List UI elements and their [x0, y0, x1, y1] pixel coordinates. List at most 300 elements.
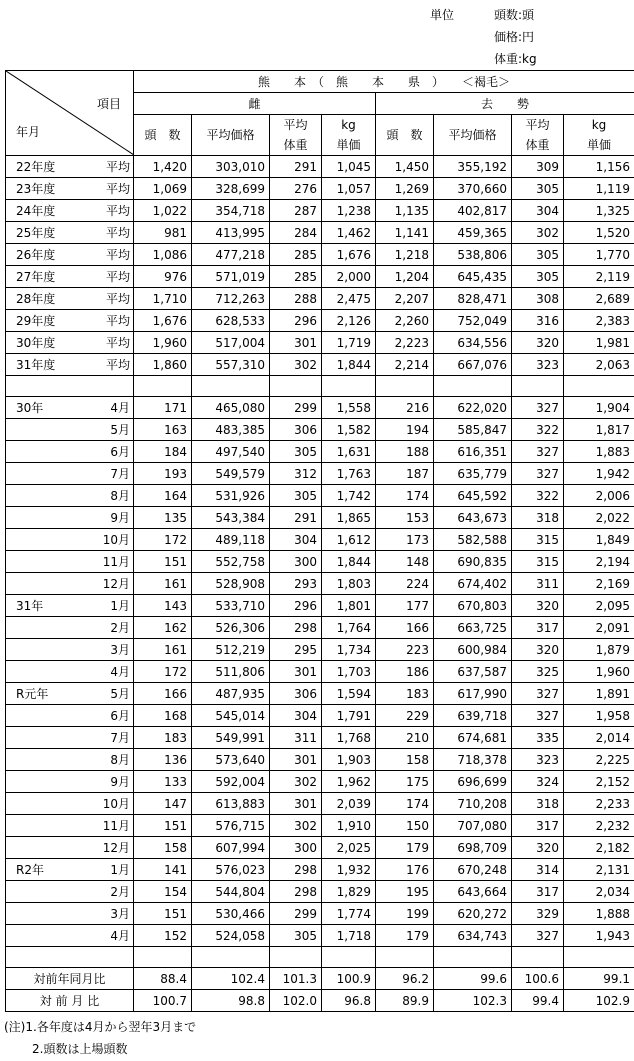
value-cell: 639,718	[434, 705, 512, 727]
value-cell: 168	[134, 705, 192, 727]
value-cell: 306	[270, 419, 322, 441]
value-cell: 1,932	[322, 859, 376, 881]
value-cell: 643,673	[434, 507, 512, 529]
period-cell	[6, 771, 134, 793]
table-row	[6, 419, 634, 441]
value-cell: 531,926	[192, 485, 270, 507]
period-cell	[6, 925, 134, 947]
period-month: 4月	[110, 401, 130, 415]
period-cell	[6, 793, 134, 815]
value-cell: 195	[376, 881, 434, 903]
value-cell: 199	[376, 903, 434, 925]
value-cell: 304	[270, 705, 322, 727]
value-cell: 300	[270, 551, 322, 573]
value-cell: 2,207	[376, 288, 434, 310]
value-cell: 698,709	[434, 837, 512, 859]
value-cell: 2,152	[564, 771, 634, 793]
value-cell: 1,141	[376, 222, 434, 244]
value-cell: 524,058	[192, 925, 270, 947]
value-cell: 305	[270, 925, 322, 947]
value-cell: 1,910	[322, 815, 376, 837]
value-cell: 2,214	[376, 354, 434, 376]
table-row	[6, 441, 634, 463]
table-row	[6, 705, 634, 727]
value-cell: 318	[512, 507, 564, 529]
column-header: 平均価格	[192, 115, 270, 156]
period-year: 26年度	[16, 248, 56, 262]
value-cell: 164	[134, 485, 192, 507]
period-cell	[6, 903, 134, 925]
value-cell: 302	[270, 815, 322, 837]
period-cell	[6, 595, 134, 617]
period-cell	[6, 859, 134, 881]
value-cell: 511,806	[192, 661, 270, 683]
period-cell	[6, 332, 134, 354]
period-year: 30年	[16, 401, 44, 415]
value-cell: 752,049	[434, 310, 512, 332]
table-row	[6, 617, 634, 639]
value-cell: 329	[512, 903, 564, 925]
units-legend	[430, 4, 630, 70]
empty-cell	[322, 376, 376, 397]
value-cell: 210	[376, 727, 434, 749]
value-cell: 1,791	[322, 705, 376, 727]
period-month: 平均	[105, 182, 130, 196]
period-month: 9月	[110, 775, 130, 789]
period-month: 8月	[110, 753, 130, 767]
value-cell: 318	[512, 793, 564, 815]
value-cell: 311	[512, 573, 564, 595]
value-cell: 317	[512, 881, 564, 903]
ratio-value: 99.6	[434, 968, 512, 990]
value-cell: 544,804	[192, 881, 270, 903]
unit-row	[430, 48, 630, 70]
ratio-value: 100.9	[322, 968, 376, 990]
value-cell: 1,883	[564, 441, 634, 463]
value-cell: 552,758	[192, 551, 270, 573]
table-row	[6, 595, 634, 617]
value-cell: 1,891	[564, 683, 634, 705]
value-cell: 304	[270, 529, 322, 551]
value-cell: 617,990	[434, 683, 512, 705]
value-cell: 311	[270, 727, 322, 749]
value-cell: 1,135	[376, 200, 434, 222]
period-cell	[6, 573, 134, 595]
notes	[4, 1016, 196, 1060]
value-cell: 1,582	[322, 419, 376, 441]
value-cell: 1,612	[322, 529, 376, 551]
unit-row	[430, 26, 630, 48]
table-row	[6, 288, 634, 310]
ratio-value: 100.7	[134, 990, 192, 1012]
period-cell	[6, 617, 134, 639]
period-cell	[6, 815, 134, 837]
value-cell: 355,192	[434, 156, 512, 178]
value-cell: 1,450	[376, 156, 434, 178]
empty-cell	[134, 947, 192, 968]
ratio-row	[6, 990, 634, 1012]
value-cell: 2,126	[322, 310, 376, 332]
value-cell: 304	[512, 200, 564, 222]
value-cell: 1,325	[564, 200, 634, 222]
value-cell: 712,263	[192, 288, 270, 310]
value-cell: 224	[376, 573, 434, 595]
value-cell: 1,943	[564, 925, 634, 947]
value-cell: 549,579	[192, 463, 270, 485]
empty-cell	[6, 376, 134, 397]
table-row	[6, 507, 634, 529]
note-1: (注)1.各年度は4月から翌年3月まで	[4, 1020, 197, 1034]
value-cell: 327	[512, 705, 564, 727]
ratio-value: 102.0	[270, 990, 322, 1012]
period-cell	[6, 551, 134, 573]
period-year: 27年度	[16, 270, 56, 284]
value-cell: 1,958	[564, 705, 634, 727]
value-cell: 354,718	[192, 200, 270, 222]
value-cell: 1,520	[564, 222, 634, 244]
value-cell: 285	[270, 266, 322, 288]
empty-cell	[192, 947, 270, 968]
value-cell: 517,004	[192, 332, 270, 354]
period-cell	[6, 200, 134, 222]
value-cell: 276	[270, 178, 322, 200]
value-cell: 1,817	[564, 419, 634, 441]
value-cell: 2,194	[564, 551, 634, 573]
value-cell: 477,218	[192, 244, 270, 266]
value-cell: 136	[134, 749, 192, 771]
value-cell: 153	[376, 507, 434, 529]
ratio-label: 対 前 月 比	[6, 990, 134, 1012]
value-cell: 1,764	[322, 617, 376, 639]
value-cell: 1,022	[134, 200, 192, 222]
value-cell: 2,232	[564, 815, 634, 837]
ratio-value: 99.4	[512, 990, 564, 1012]
value-cell: 696,699	[434, 771, 512, 793]
value-cell: 483,385	[192, 419, 270, 441]
value-cell: 1,803	[322, 573, 376, 595]
value-cell: 718,378	[434, 749, 512, 771]
value-cell: 1,849	[564, 529, 634, 551]
value-cell: 179	[376, 925, 434, 947]
value-cell: 158	[134, 837, 192, 859]
value-cell: 1,703	[322, 661, 376, 683]
value-cell: 1,960	[564, 661, 634, 683]
column-header: 頭 数	[376, 115, 434, 156]
period-month: 平均	[105, 226, 130, 240]
value-cell: 571,019	[192, 266, 270, 288]
period-cell	[6, 222, 134, 244]
value-cell: 1,710	[134, 288, 192, 310]
value-cell: 151	[134, 551, 192, 573]
value-cell: 549,991	[192, 727, 270, 749]
value-cell: 592,004	[192, 771, 270, 793]
value-cell: 2,689	[564, 288, 634, 310]
table-row	[6, 771, 634, 793]
value-cell: 287	[270, 200, 322, 222]
value-cell: 151	[134, 815, 192, 837]
period-year: 24年度	[16, 204, 56, 218]
ratio-value: 102.3	[434, 990, 512, 1012]
period-month: 1月	[110, 599, 130, 613]
value-cell: 327	[512, 463, 564, 485]
value-cell: 512,219	[192, 639, 270, 661]
value-cell: 193	[134, 463, 192, 485]
value-cell: 229	[376, 705, 434, 727]
period-cell	[6, 244, 134, 266]
period-month: 11月	[102, 555, 130, 569]
value-cell: 489,118	[192, 529, 270, 551]
value-cell: 320	[512, 595, 564, 617]
value-cell: 316	[512, 310, 564, 332]
empty-cell	[512, 376, 564, 397]
value-cell: 1,462	[322, 222, 376, 244]
value-cell: 305	[512, 244, 564, 266]
value-cell: 670,803	[434, 595, 512, 617]
value-cell: 322	[512, 485, 564, 507]
period-month: 平均	[105, 358, 130, 372]
value-cell: 312	[270, 463, 322, 485]
period-year: 23年度	[16, 182, 56, 196]
unit-row	[430, 4, 630, 26]
ratio-value: 88.4	[134, 968, 192, 990]
period-year: 25年度	[16, 226, 56, 240]
empty-cell	[564, 947, 634, 968]
value-cell: 1,631	[322, 441, 376, 463]
value-cell: 296	[270, 595, 322, 617]
column-header: kg 単価	[564, 115, 634, 156]
value-cell: 174	[376, 485, 434, 507]
empty-cell	[270, 947, 322, 968]
period-month: 平均	[105, 160, 130, 174]
table-row	[6, 244, 634, 266]
female-header: 雌	[134, 93, 376, 115]
value-cell: 154	[134, 881, 192, 903]
ratio-value: 101.3	[270, 968, 322, 990]
value-cell: 1,420	[134, 156, 192, 178]
period-cell	[6, 288, 134, 310]
table-row	[6, 815, 634, 837]
value-cell: 1,763	[322, 463, 376, 485]
value-cell: 325	[512, 661, 564, 683]
value-cell: 2,475	[322, 288, 376, 310]
value-cell: 301	[270, 332, 322, 354]
value-cell: 530,466	[192, 903, 270, 925]
period-month: 4月	[110, 929, 130, 943]
value-cell: 2,022	[564, 507, 634, 529]
value-cell: 1,888	[564, 903, 634, 925]
value-cell: 315	[512, 551, 564, 573]
value-cell: 174	[376, 793, 434, 815]
value-cell: 526,306	[192, 617, 270, 639]
value-cell: 1,069	[134, 178, 192, 200]
value-cell: 183	[134, 727, 192, 749]
value-cell: 981	[134, 222, 192, 244]
period-month: 平均	[105, 204, 130, 218]
value-cell: 161	[134, 573, 192, 595]
ratio-value: 99.1	[564, 968, 634, 990]
value-cell: 573,640	[192, 749, 270, 771]
period-month: 1月	[110, 863, 130, 877]
table-row	[6, 310, 634, 332]
value-cell: 690,835	[434, 551, 512, 573]
value-cell: 645,435	[434, 266, 512, 288]
value-cell: 635,779	[434, 463, 512, 485]
value-cell: 301	[270, 661, 322, 683]
value-cell: 186	[376, 661, 434, 683]
value-cell: 172	[134, 529, 192, 551]
value-cell: 2,095	[564, 595, 634, 617]
ratio-value: 98.8	[192, 990, 270, 1012]
period-month: 2月	[110, 621, 130, 635]
value-cell: 147	[134, 793, 192, 815]
value-cell: 497,540	[192, 441, 270, 463]
unit-key: 頭数:	[493, 8, 522, 22]
value-cell: 1,774	[322, 903, 376, 925]
value-cell: 298	[270, 881, 322, 903]
table-row	[6, 332, 634, 354]
value-cell: 172	[134, 661, 192, 683]
period-month: 6月	[110, 445, 130, 459]
value-cell: 1,742	[322, 485, 376, 507]
value-cell: 150	[376, 815, 434, 837]
value-cell: 2,169	[564, 573, 634, 595]
value-cell: 710,208	[434, 793, 512, 815]
period-month: 10月	[102, 533, 130, 547]
period-month: 7月	[110, 467, 130, 481]
value-cell: 162	[134, 617, 192, 639]
table-row	[6, 551, 634, 573]
value-cell: 188	[376, 441, 434, 463]
period-year: 31年	[16, 599, 44, 613]
value-cell: 616,351	[434, 441, 512, 463]
ratio-row	[6, 968, 634, 990]
period-month: 4月	[110, 665, 130, 679]
value-cell: 298	[270, 859, 322, 881]
period-month: 2月	[110, 885, 130, 899]
value-cell: 2,119	[564, 266, 634, 288]
value-cell: 285	[270, 244, 322, 266]
value-cell: 670,248	[434, 859, 512, 881]
unit-value: 頭	[522, 8, 535, 22]
value-cell: 2,091	[564, 617, 634, 639]
table-row	[6, 485, 634, 507]
period-month: 3月	[110, 907, 130, 921]
value-cell: 1,844	[322, 354, 376, 376]
column-header: 平均 体重	[512, 115, 564, 156]
value-cell: 465,080	[192, 397, 270, 419]
value-cell: 607,994	[192, 837, 270, 859]
table-row	[6, 573, 634, 595]
value-cell: 2,225	[564, 749, 634, 771]
value-cell: 1,960	[134, 332, 192, 354]
value-cell: 2,223	[376, 332, 434, 354]
value-cell: 1,204	[376, 266, 434, 288]
period-month: 5月	[110, 423, 130, 437]
value-cell: 582,588	[434, 529, 512, 551]
value-cell: 161	[134, 639, 192, 661]
period-year: R2年	[16, 863, 44, 877]
value-cell: 545,014	[192, 705, 270, 727]
value-cell: 2,014	[564, 727, 634, 749]
period-month: 9月	[110, 511, 130, 525]
value-cell: 306	[270, 683, 322, 705]
ratio-label: 対前年同月比	[6, 968, 134, 990]
ratio-value: 89.9	[376, 990, 434, 1012]
value-cell: 284	[270, 222, 322, 244]
ratio-value: 102.9	[564, 990, 634, 1012]
value-cell: 183	[376, 683, 434, 705]
period-cell	[6, 661, 134, 683]
table-row	[6, 881, 634, 903]
value-cell: 976	[134, 266, 192, 288]
table-row	[6, 397, 634, 419]
ratio-value: 96.8	[322, 990, 376, 1012]
value-cell: 543,384	[192, 507, 270, 529]
value-cell: 628,533	[192, 310, 270, 332]
table-title: 熊 本 （ 熊 本 県 ） ＜褐毛＞	[134, 71, 634, 93]
empty-cell	[434, 947, 512, 968]
value-cell: 166	[134, 683, 192, 705]
value-cell: 216	[376, 397, 434, 419]
value-cell: 291	[270, 156, 322, 178]
value-cell: 828,471	[434, 288, 512, 310]
value-cell: 487,935	[192, 683, 270, 705]
value-cell: 667,076	[434, 354, 512, 376]
value-cell: 305	[270, 485, 322, 507]
value-cell: 1,218	[376, 244, 434, 266]
unit-label	[430, 48, 476, 70]
column-header: 平均価格	[434, 115, 512, 156]
value-cell: 322	[512, 419, 564, 441]
period-year: 22年度	[16, 160, 56, 174]
value-cell: 187	[376, 463, 434, 485]
period-cell	[6, 419, 134, 441]
value-cell: 288	[270, 288, 322, 310]
unit-key: 体重:	[493, 52, 522, 66]
value-cell: 296	[270, 310, 322, 332]
value-cell: 674,681	[434, 727, 512, 749]
table-row	[6, 156, 634, 178]
empty-cell	[512, 947, 564, 968]
value-cell: 1,086	[134, 244, 192, 266]
value-cell: 148	[376, 551, 434, 573]
value-cell: 302	[270, 354, 322, 376]
period-month: 8月	[110, 489, 130, 503]
value-cell: 1,676	[322, 244, 376, 266]
period-cell	[6, 507, 134, 529]
value-cell: 184	[134, 441, 192, 463]
ratio-value: 102.4	[192, 968, 270, 990]
value-cell: 637,587	[434, 661, 512, 683]
period-cell	[6, 749, 134, 771]
value-cell: 533,710	[192, 595, 270, 617]
period-year: 29年度	[16, 314, 56, 328]
value-cell: 323	[512, 749, 564, 771]
period-cell	[6, 266, 134, 288]
value-cell: 2,025	[322, 837, 376, 859]
period-cell	[6, 881, 134, 903]
period-month: 6月	[110, 709, 130, 723]
spacer-row	[6, 947, 634, 968]
empty-cell	[376, 947, 434, 968]
value-cell: 151	[134, 903, 192, 925]
period-year: R元年	[16, 687, 49, 701]
period-month: 平均	[105, 314, 130, 328]
value-cell: 317	[512, 617, 564, 639]
empty-cell	[6, 947, 134, 968]
table-row	[6, 222, 634, 244]
period-year: 30年度	[16, 336, 56, 350]
